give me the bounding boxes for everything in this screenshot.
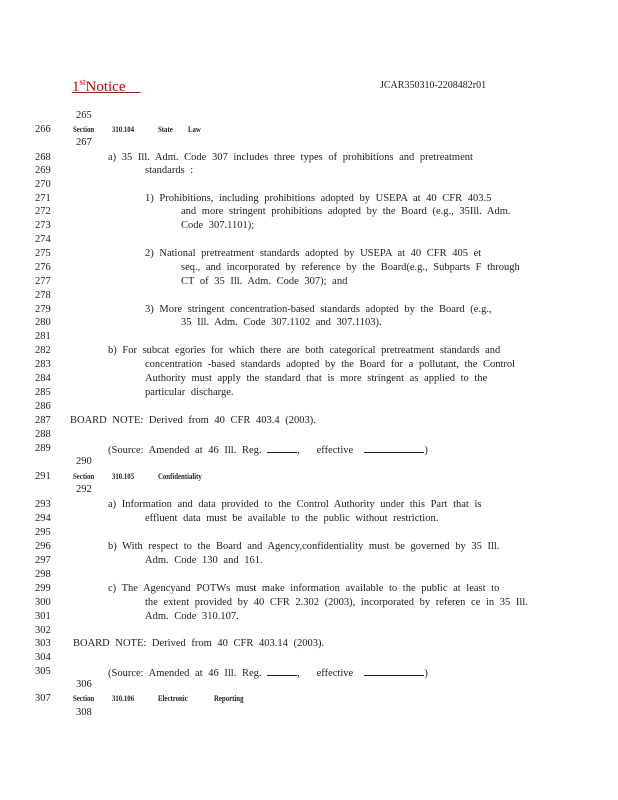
- text-line: Adm. Code 130 and 161.: [145, 555, 263, 566]
- line-number: 288: [35, 429, 51, 440]
- effective-date-blank: [364, 443, 424, 453]
- section-number: 310.106: [112, 694, 135, 703]
- text-line: a) Information and data provided to the Control Authority under this Part that is: [108, 499, 482, 510]
- text-line: a) 35 Ill. Adm. Code 307 includes three types of prohibitions and pretreatment: [108, 152, 473, 163]
- line-number: 300: [35, 597, 51, 608]
- text-line: concentration -based standards adopted by the Board for a pollutant, the Control: [145, 359, 516, 370]
- line-number: 271: [35, 193, 51, 204]
- line-number: 303: [35, 638, 51, 649]
- section-title-word: Reporting: [214, 694, 244, 703]
- line-number: 277: [35, 276, 51, 287]
- line-number: 305: [35, 666, 51, 677]
- line-number: 284: [35, 373, 51, 384]
- section-title-word: Electronic: [158, 694, 188, 703]
- line-number: 298: [35, 569, 51, 580]
- section-title-word: Confidentiality: [158, 472, 202, 481]
- document-code: JCAR350310-2208482r01: [380, 80, 487, 91]
- line-number: 279: [35, 304, 51, 315]
- line-number: 282: [35, 345, 51, 356]
- line-number: 286: [35, 401, 51, 412]
- line-number: 308: [76, 707, 92, 718]
- text-line: BOARD NOTE: Derived from 40 CFR 403.4 (2003).: [70, 415, 316, 426]
- text-line: 1) Prohibitions, including prohibitions adopted by USEPA at 40 CFR 403.5: [145, 193, 492, 204]
- line-number: 290: [76, 456, 92, 467]
- line-number: 295: [35, 527, 51, 538]
- line-number: 296: [35, 541, 51, 552]
- line-number: 287: [35, 415, 51, 426]
- line-number: 266: [35, 124, 51, 135]
- line-number: 275: [35, 248, 51, 259]
- line-number: 294: [35, 513, 51, 524]
- text-line: b) With respect to the Board and Agency,confidentiality must be governed by 35 Ill.: [108, 541, 500, 552]
- text-line: CT of 35 Ill. Adm. Code 307); and: [181, 276, 348, 287]
- source-note: (Source: Amended at 46 Ill. Reg. , effective ): [108, 668, 428, 679]
- line-number: 285: [35, 387, 51, 398]
- text-line: c) The Agencyand POTWs must make information available to the public at least to: [108, 583, 500, 594]
- line-number: 283: [35, 359, 51, 370]
- line-number: 276: [35, 262, 51, 273]
- line-number: 274: [35, 234, 51, 245]
- source-note: (Source: Amended at 46 Ill. Reg. , effective ): [108, 445, 428, 456]
- line-number: 273: [35, 220, 51, 231]
- section-number: 310.104: [112, 125, 135, 134]
- section-title-word: State: [158, 125, 173, 134]
- section-label: Section: [73, 472, 95, 481]
- text-line: effluent data must be available to the public without restriction.: [145, 513, 439, 524]
- text-line: the extent provided by 40 CFR 2.302 (2003), incorporated by referen ce in 35 Ill.: [145, 597, 528, 608]
- section-label: Section: [73, 694, 95, 703]
- text-line: Authority must apply the standard that is more stringent as applied to the: [145, 373, 488, 384]
- line-number: 267: [76, 137, 92, 148]
- line-number: 297: [35, 555, 51, 566]
- text-line: 2) National pretreatment standards adopted by USEPA at 40 CFR 405 et: [145, 248, 482, 259]
- line-number: 270: [35, 179, 51, 190]
- line-number: 291: [35, 471, 51, 482]
- line-number: 281: [35, 331, 51, 342]
- line-number: 289: [35, 443, 51, 454]
- line-number: 272: [35, 206, 51, 217]
- text-line: b) For subcat egories for which there are both categorical pretreatment standards and: [108, 345, 501, 356]
- line-number: 304: [35, 652, 51, 663]
- line-number: 306: [76, 679, 92, 690]
- text-line: Code 307.1101);: [181, 220, 255, 231]
- text-line: BOARD NOTE: Derived from 40 CFR 403.14 (2003).: [73, 638, 325, 649]
- line-number: 299: [35, 583, 51, 594]
- text-line: particular discharge.: [145, 387, 234, 398]
- register-blank: [267, 666, 297, 676]
- text-line: seq., and incorporated by reference by the Board(e.g., Subparts F through: [181, 262, 520, 273]
- text-line: and more stringent prohibitions adopted by the Board (e.g., 35Ill. Adm.: [181, 206, 511, 217]
- section-title-word: Law: [188, 125, 201, 134]
- line-number: 292: [76, 484, 92, 495]
- text-line: 35 Ill. Adm. Code 307.1102 and 307.1103).: [181, 317, 382, 328]
- line-number: 301: [35, 611, 51, 622]
- line-number: 307: [35, 693, 51, 704]
- line-number: 280: [35, 317, 51, 328]
- text-line: standards :: [145, 165, 194, 176]
- register-blank: [267, 443, 297, 453]
- section-label: Section: [73, 125, 95, 134]
- effective-date-blank: [364, 666, 424, 676]
- line-number: 265: [76, 110, 92, 121]
- line-number: 268: [35, 152, 51, 163]
- line-number: 302: [35, 625, 51, 636]
- section-number: 310.105: [112, 472, 135, 481]
- notice-heading: 1stNotice: [72, 77, 126, 95]
- line-number: 278: [35, 290, 51, 301]
- text-line: 3) More stringent concentration-based standards adopted by the Board (e.g.,: [145, 304, 492, 315]
- line-number: 269: [35, 165, 51, 176]
- text-line: Adm. Code 310.107.: [145, 611, 239, 622]
- line-number: 293: [35, 499, 51, 510]
